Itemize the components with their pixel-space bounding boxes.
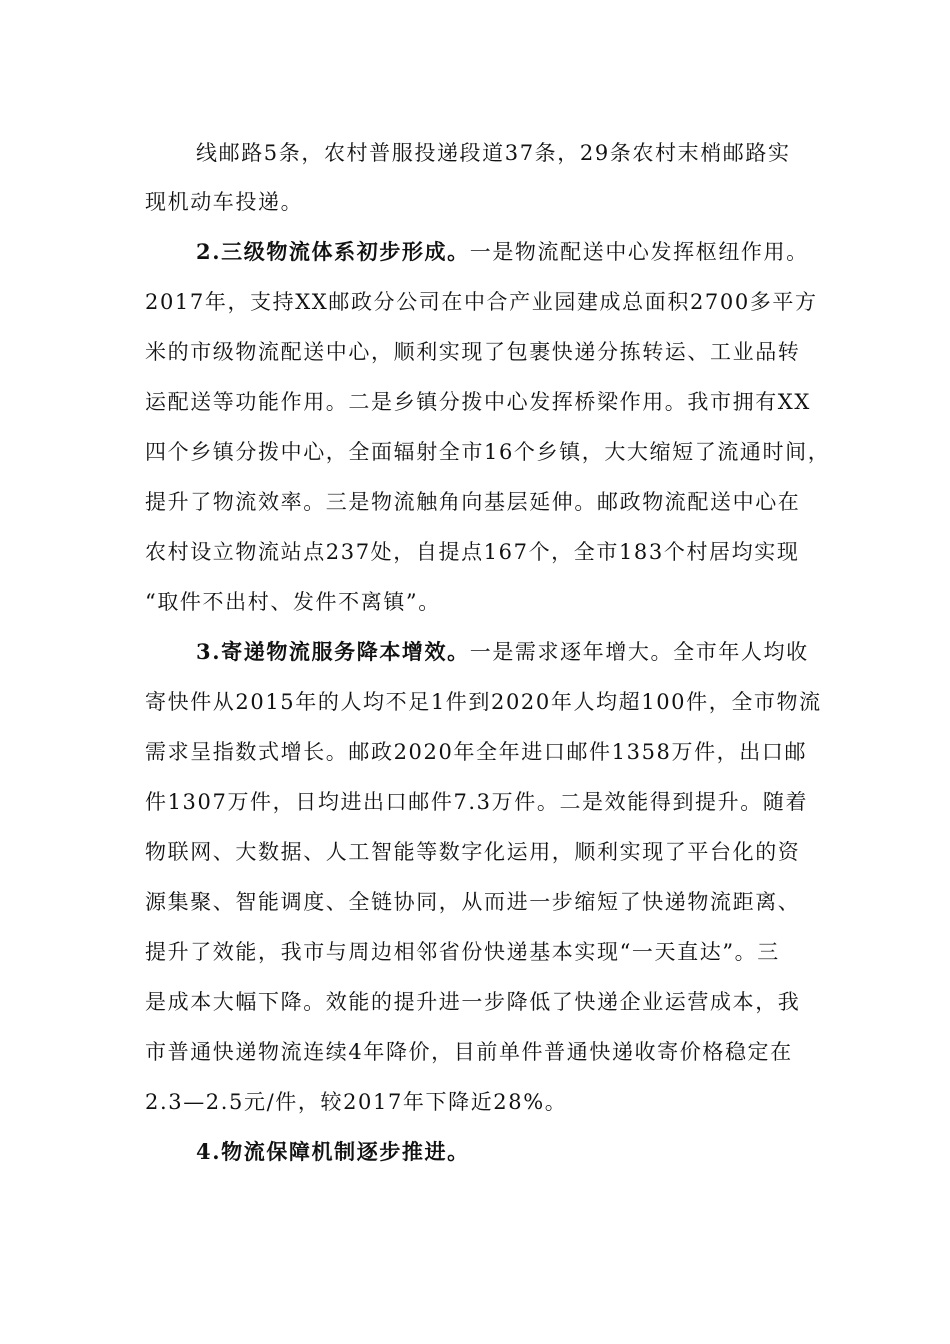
paragraph-line: “取件不出村、发件不离镇”。 [145,590,441,614]
paragraph-text: 一是需求逐年增大。全市年人均收 [469,640,809,664]
paragraph-line: 2017年，支持XX邮政分公司在中合产业园建成总面积2700多平方 [145,290,818,314]
paragraph-line: 现机动车投递。 [145,190,304,214]
paragraph-line: 2.3—2.5元/件，较2017年下降近28%。 [145,1090,568,1114]
paragraph-line: 提升了物流效率。三是物流触角向基层延伸。邮政物流配送中心在 [145,490,801,514]
paragraph-line: 运配送等功能作用。二是乡镇分拨中心发挥桥梁作用。我市拥有XX [145,390,811,414]
paragraph-line: 物联网、大数据、人工智能等数字化运用，顺利实现了平台化的资 [145,840,801,864]
section-heading: 3.寄递物流服务降本增效。 [196,639,470,664]
paragraph-line: 需求呈指数式增长。邮政2020年全年进口邮件1358万件，出口邮 [145,740,808,764]
paragraph-line: 米的市级物流配送中心，顺利实现了包裹快递分拣转运、工业品转 [145,340,801,364]
paragraph-line: 源集聚、智能调度、全链协同，从而进一步缩短了快递物流距离、 [145,890,801,914]
section-heading: 2.三级物流体系初步形成。 [196,239,470,264]
paragraph-line: 提升了效能，我市与周边相邻省份快递基本实现“一天直达”。三 [145,940,780,964]
paragraph-line: 农村设立物流站点237处，自提点167个，全市183个村居均实现 [145,540,800,564]
paragraph-line [196,238,876,266]
paragraph-line: 件1307万件，日均进出口邮件7.3万件。二是效能得到提升。随着 [145,790,809,814]
paragraph-line: 线邮路5条，农村普服投递段道37条，29条农村末梢邮路实 [196,141,791,165]
paragraph-line [196,638,876,666]
paragraph-line: 四个乡镇分拨中心，全面辐射全市16个乡镇，大大缩短了流通时间， [145,440,831,464]
paragraph-text: 一是物流配送中心发挥枢纽作用。 [469,240,809,264]
paragraph-line: 是成本大幅下降。效能的提升进一步降低了快递企业运营成本，我 [145,990,801,1014]
paragraph-line: 寄快件从2015年的人均不足1件到2020年人均超100件，全市物流 [145,690,822,714]
section-heading: 4.物流保障机制逐步推进。 [196,1139,470,1164]
paragraph-line: 市普通快递物流连续4年降价，目前单件普通快递收寄价格稳定在 [145,1040,793,1064]
